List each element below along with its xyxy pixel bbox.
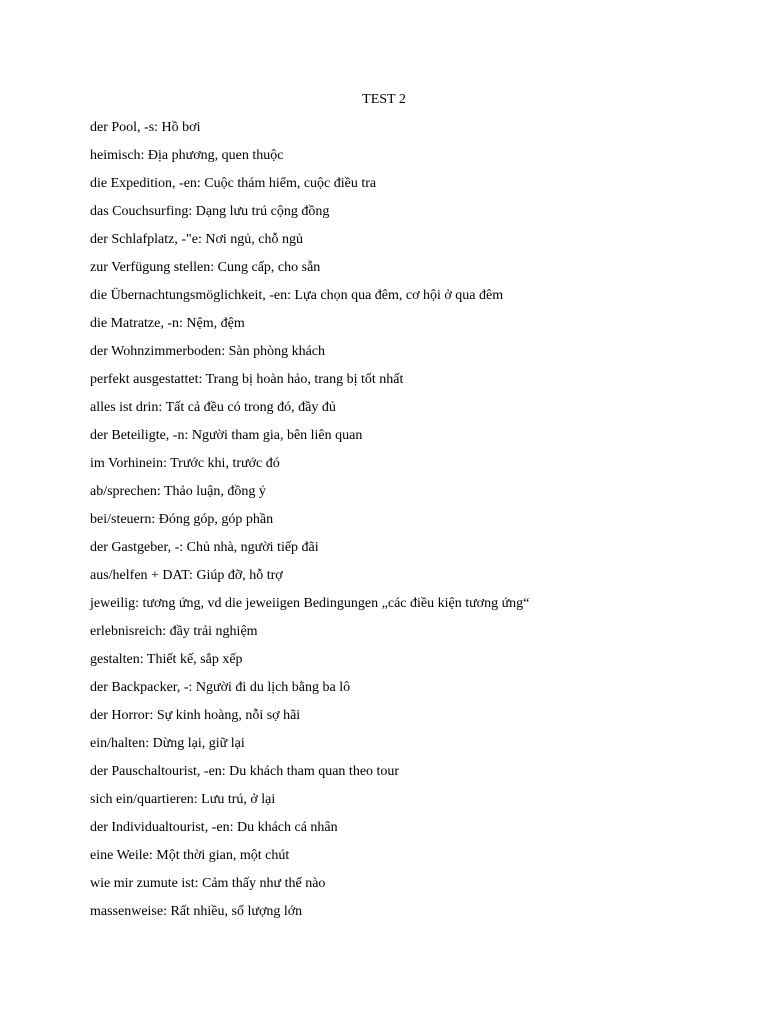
vocabulary-entry: alles ist drin: Tất cả đều có trong đó, đầy đủ [90,400,336,415]
document-title: TEST 2 [362,92,406,107]
vocabulary-entry: wie mir zumute ist: Cảm thấy như thế nào [90,876,326,891]
vocabulary-entry: aus/helfen + DAT: Giúp đỡ, hỗ trợ [90,568,283,583]
vocabulary-entry: zur Verfügung stellen: Cung cấp, cho sẵn [90,260,321,275]
vocabulary-entry: der Beteiligte, -n: Người tham gia, bên liên quan [90,428,363,443]
vocabulary-entry: ein/halten: Dừng lại, giữ lại [90,736,245,751]
vocabulary-entry: der Horror: Sự kinh hoàng, nỗi sợ hãi [90,708,301,723]
vocabulary-entry: der Pauschaltourist, -en: Du khách tham quan theo tour [90,764,400,779]
vocabulary-entry: der Wohnzimmerboden: Sàn phòng khách [90,344,326,359]
vocabulary-entry: das Couchsurfing: Dạng lưu trú cộng đồng [90,204,330,219]
vocabulary-entry: gestalten: Thiết kế, sắp xếp [90,652,243,667]
vocabulary-entry: heimisch: Địa phương, quen thuộc [90,148,284,163]
vocabulary-entry: der Schlafplatz, -"e: Nơi ngủ, chỗ ngủ [90,232,303,247]
vocabulary-entry: erlebnisreich: đầy trải nghiệm [90,624,258,639]
vocabulary-entry: im Vorhinein: Trước khi, trước đó [90,456,280,471]
vocabulary-entry: der Pool, -s: Hồ bơi [90,120,201,135]
vocabulary-entry: der Individualtourist, -en: Du khách cá nhân [90,820,338,835]
vocabulary-list [90,119,730,931]
vocabulary-entry: perfekt ausgestattet: Trang bị hoàn hảo, trang bị tốt nhất [90,372,404,387]
vocabulary-entry: sich ein/quartieren: Lưu trú, ở lại [90,792,276,807]
vocabulary-entry: massenweise: Rất nhiều, số lượng lớn [90,904,303,919]
vocabulary-entry: die Übernachtungsmöglichkeit, -en: Lựa chọn qua đêm, cơ hội ở qua đêm [90,288,504,303]
vocabulary-entry: die Expedition, -en: Cuộc thám hiểm, cuộc điều tra [90,176,377,191]
vocabulary-entry: bei/steuern: Đóng góp, góp phần [90,512,274,527]
vocabulary-entry: jeweilig: tương ứng, vd die jeweiigen Bedingungen „các điều kiện tương ứng“ [90,596,530,611]
vocabulary-entry: eine Weile: Một thời gian, một chút [90,848,290,863]
vocabulary-entry: der Gastgeber, -: Chủ nhà, người tiếp đãi [90,540,319,555]
vocabulary-entry: die Matratze, -n: Nệm, đệm [90,316,245,331]
vocabulary-entry: der Backpacker, -: Người đi du lịch bằng ba lô [90,680,351,695]
vocabulary-entry: ab/sprechen: Thảo luận, đồng ý [90,484,266,499]
